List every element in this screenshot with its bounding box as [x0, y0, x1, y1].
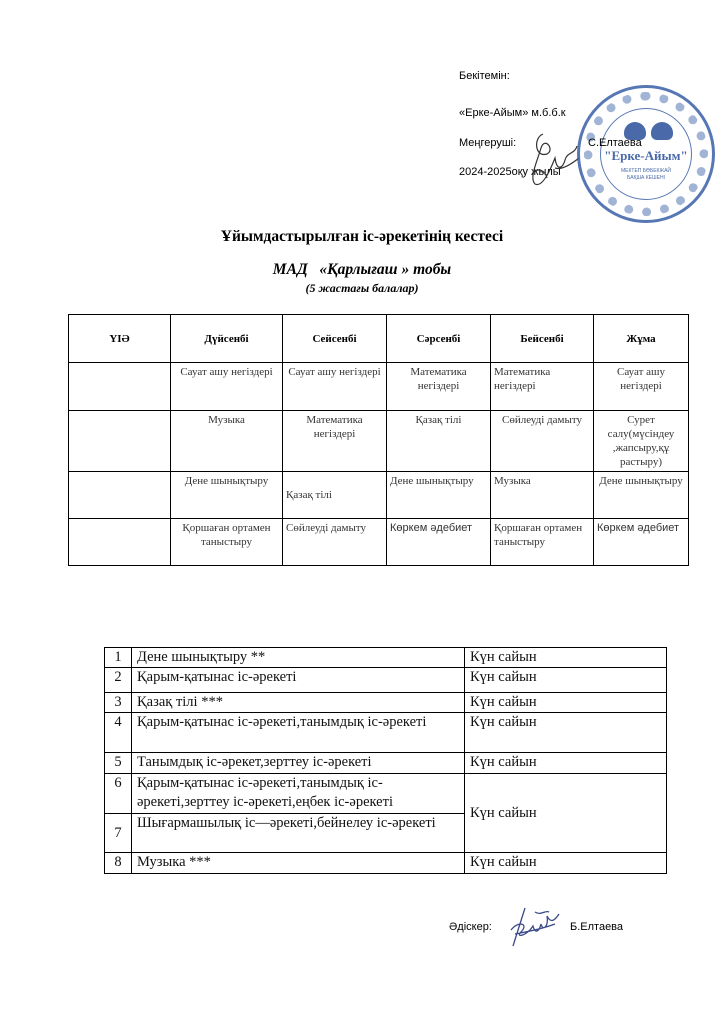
table-row — [69, 519, 689, 566]
stamp-brand: "Ерке-Айым" — [604, 148, 688, 163]
frequency-cell: Күн сайын — [465, 713, 667, 753]
approval-organization: «Ерке-Айым» м.б.б.к — [459, 107, 566, 119]
director-signature-icon — [525, 128, 585, 190]
row-number: 8 — [105, 853, 132, 874]
table-cell: Қоршаған ортамен таныстыру — [491, 519, 594, 566]
row-number: 1 — [105, 648, 132, 668]
stamp-subtitle: МЕКТЕП БӨБЕКЖАЙ БАҚША КЕШЕНІ — [620, 168, 672, 181]
table-row — [105, 713, 667, 753]
table-row — [105, 753, 667, 774]
table-cell: Сөйлеуді дамыту — [491, 411, 594, 472]
frequency-cell: Күн сайын — [465, 648, 667, 668]
table-cell: Дене шынықтыру — [387, 472, 491, 519]
table-cell: Дене шынықтыру — [594, 472, 689, 519]
activity-cell: Қарым-қатынас іс-әрекеті,танымдық іс-әрекеті — [132, 713, 465, 753]
activity-cell: Шығармашылық іс—әрекеті,бейнелеу іс-әрекеті — [132, 814, 465, 853]
table-cell — [69, 472, 171, 519]
table-cell — [69, 411, 171, 472]
table-cell: Көркем әдебиет — [387, 519, 491, 566]
table-cell: Көркем әдебиет — [594, 519, 689, 566]
table-row — [105, 774, 667, 814]
table-cell: Математика негіздері — [491, 363, 594, 411]
activity-cell: Қарым-қатынас іс-әрекеті — [132, 668, 465, 693]
header-cell: Дүйсенбі — [171, 315, 283, 363]
table-row — [69, 363, 689, 411]
daily-activities-table — [104, 647, 667, 874]
table-cell: Математика негіздері — [283, 411, 387, 472]
table-row — [69, 472, 689, 519]
approval-heading: Бекітемін: — [459, 70, 510, 82]
table-header-row — [69, 315, 689, 363]
table-cell: Математика негіздері — [387, 363, 491, 411]
activity-cell: Дене шынықтыру ** — [132, 648, 465, 668]
activity-cell: Танымдық іс-әрекет,зерттеу іс-әрекеті — [132, 753, 465, 774]
row-number: 2 — [105, 668, 132, 693]
approval-year: 2024-2025оқу жылы — [459, 166, 561, 178]
table-cell: Сауат ашу негіздері — [594, 363, 689, 411]
row-number: 3 — [105, 693, 132, 713]
header-cell: Бейсенбі — [491, 315, 594, 363]
header-cell: Сәрсенбі — [387, 315, 491, 363]
approval-manager-name: С.Елтаева — [588, 137, 642, 149]
table-cell: Сурет салу(мүсіндеу ,жапсыру,құ растыру) — [594, 411, 689, 472]
table-row — [69, 411, 689, 472]
age-group: (5 жастағы балалар) — [305, 281, 419, 295]
table-cell: Қазақ тілі — [283, 472, 387, 519]
table-cell: Музыка — [171, 411, 283, 472]
approval-manager-label: Меңгеруші: — [459, 137, 517, 149]
document-title: Ұйымдастырылған іс-әрекетінің кестесі — [220, 228, 504, 245]
table-cell: Дене шынықтыру — [171, 472, 283, 519]
methodist-label: Әдіскер: — [449, 921, 492, 933]
activity-cell: Музыка *** — [132, 853, 465, 874]
table-cell: Қазақ тілі — [387, 411, 491, 472]
table-row — [105, 648, 667, 668]
official-stamp — [577, 85, 715, 223]
methodist-signature-icon — [505, 902, 563, 950]
table-row — [105, 693, 667, 713]
frequency-cell: Күн сайын — [465, 693, 667, 713]
table-row — [105, 853, 667, 874]
table-row — [105, 668, 667, 693]
table-cell: Сөйлеуді дамыту — [283, 519, 387, 566]
table-cell: Музыка — [491, 472, 594, 519]
header-cell: Сейсенбі — [283, 315, 387, 363]
table-cell: Қоршаған ортамен таныстыру — [171, 519, 283, 566]
frequency-cell: Күн сайын — [465, 853, 667, 874]
header-cell: ҮІӘ — [69, 315, 171, 363]
row-number: 6 — [105, 774, 132, 814]
weekly-schedule-table — [68, 314, 689, 566]
frequency-cell: Күн сайын — [465, 668, 667, 693]
table-cell — [69, 363, 171, 411]
row-number: 4 — [105, 713, 132, 753]
frequency-cell-merged: Күн сайын — [465, 774, 667, 853]
activity-cell: Қазақ тілі *** — [132, 693, 465, 713]
table-cell — [69, 519, 171, 566]
row-number: 5 — [105, 753, 132, 774]
table-cell: Сауат ашу негіздері — [171, 363, 283, 411]
row-number: 7 — [105, 814, 132, 853]
group-name: МАД «Қарлығаш » тобы — [272, 261, 452, 278]
header-cell: Жұма — [594, 315, 689, 363]
methodist-name: Б.Елтаева — [570, 921, 624, 933]
table-cell: Сауат ашу негіздері — [283, 363, 387, 411]
frequency-cell: Күн сайын — [465, 753, 667, 774]
activity-cell: Қарым-қатынас іс-әрекеті,танымдық іс-әрекеті,зерттеу іс-әрекеті,еңбек іс-әрекеті — [132, 774, 465, 814]
